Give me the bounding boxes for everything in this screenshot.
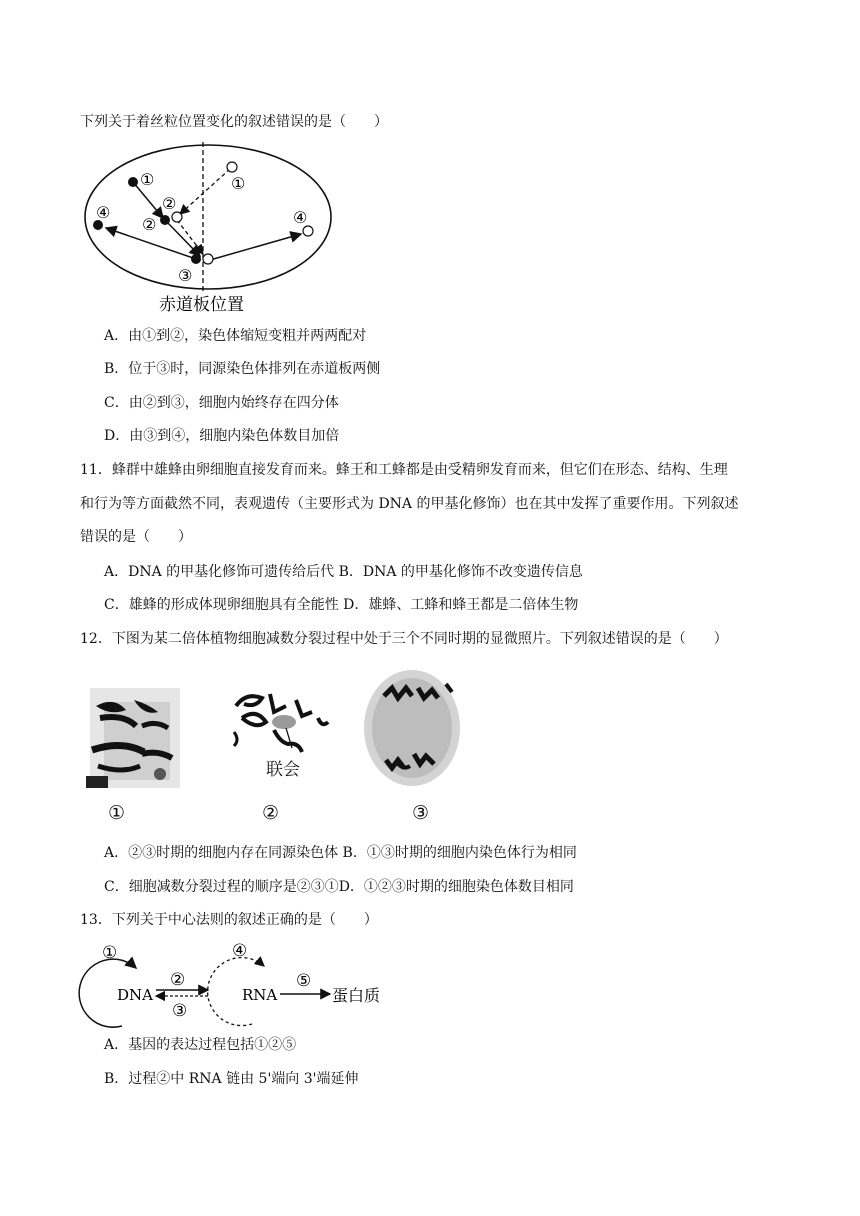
label-n4: ④ <box>232 941 248 961</box>
label-dna: DNA <box>117 986 153 1004</box>
label-protein: 蛋白质 <box>332 986 381 1005</box>
panel-3-label: ③ <box>412 802 430 824</box>
q10-option-a: A．由①到②，染色体缩短变粗并两两配对 <box>104 328 367 344</box>
label-c3: ③ <box>178 266 193 285</box>
micrograph-panel-2 <box>226 684 336 764</box>
q11-stem-line3: 错误的是（ ） <box>80 529 192 545</box>
centromere-diagram <box>76 134 346 324</box>
q13-stem: 13．下列关于中心法则的叙述正确的是（ ） <box>80 912 378 928</box>
label-c4-right: ④ <box>293 208 308 227</box>
q10-stem: 下列关于着丝粒位置变化的叙述错误的是（ ） <box>80 114 388 130</box>
q13-option-b: B．过程②中 RNA 链由 5'端向 3'端延伸 <box>104 1071 359 1087</box>
label-n1: ① <box>102 943 118 963</box>
label-rna: RNA <box>242 986 278 1004</box>
q11-stem-line1: 11．蜂群中雄蜂由卵细胞直接发育而来。蜂王和工蜂都是由受精卵发育而来，但它们在形态、结构、生理 <box>80 462 728 478</box>
panel-2-label: ② <box>262 802 280 824</box>
micrograph-panel-3 <box>362 668 462 788</box>
label-c1-open: ① <box>231 174 246 193</box>
q11-stem-line2: 和行为等方面截然不同，表观遗传（主要形式为 DNA 的甲基化修饰）也在其中发挥了重要作用。下列叙述 <box>80 496 739 512</box>
label-c2-lower: ② <box>142 215 157 234</box>
label-n5: ⑤ <box>296 971 312 991</box>
label-n3: ③ <box>172 1001 188 1021</box>
q11-options-line1: A．DNA 的甲基化修饰可遗传给后代 B．DNA 的甲基化修饰不改变遗传信息 <box>104 564 583 580</box>
q10-option-b: B．位于③时，同源染色体排列在赤道板两侧 <box>104 361 381 377</box>
synapsis-label: 联会 <box>266 760 300 780</box>
q12-options-line2: C．细胞减数分裂过程的顺序是②③①D．①②③时期的细胞染色体数目相同 <box>104 879 574 895</box>
equatorial-plate-caption: 赤道板位置 <box>159 295 244 315</box>
panel-1-label: ① <box>108 802 126 824</box>
micrograph-panel-1 <box>82 684 186 796</box>
q10-option-c: C．由②到③，细胞内始终存在四分体 <box>104 395 339 411</box>
label-n2: ② <box>170 970 186 990</box>
label-c2-upper: ② <box>162 194 177 213</box>
q11-options-line2: C．雄蜂的形成体现卵细胞具有全能性 D．雄蜂、工蜂和蜂王都是二倍体生物 <box>104 597 579 613</box>
label-c1-solid: ① <box>140 170 155 189</box>
label-c4-left: ④ <box>96 203 111 222</box>
q12-stem: 12．下图为某二倍体植物细胞减数分裂过程中处于三个不同时期的显微照片。下列叙述错误的是（ ） <box>80 631 728 647</box>
q12-options-line1: A．②③时期的细胞内存在同源染色体 B．①③时期的细胞内染色体行为相同 <box>104 845 577 861</box>
q10-option-d: D．由③到④，细胞内染色体数目加倍 <box>104 428 340 444</box>
q13-option-a: A．基因的表达过程包括①②⑤ <box>104 1037 297 1053</box>
central-dogma-diagram <box>74 938 394 1028</box>
